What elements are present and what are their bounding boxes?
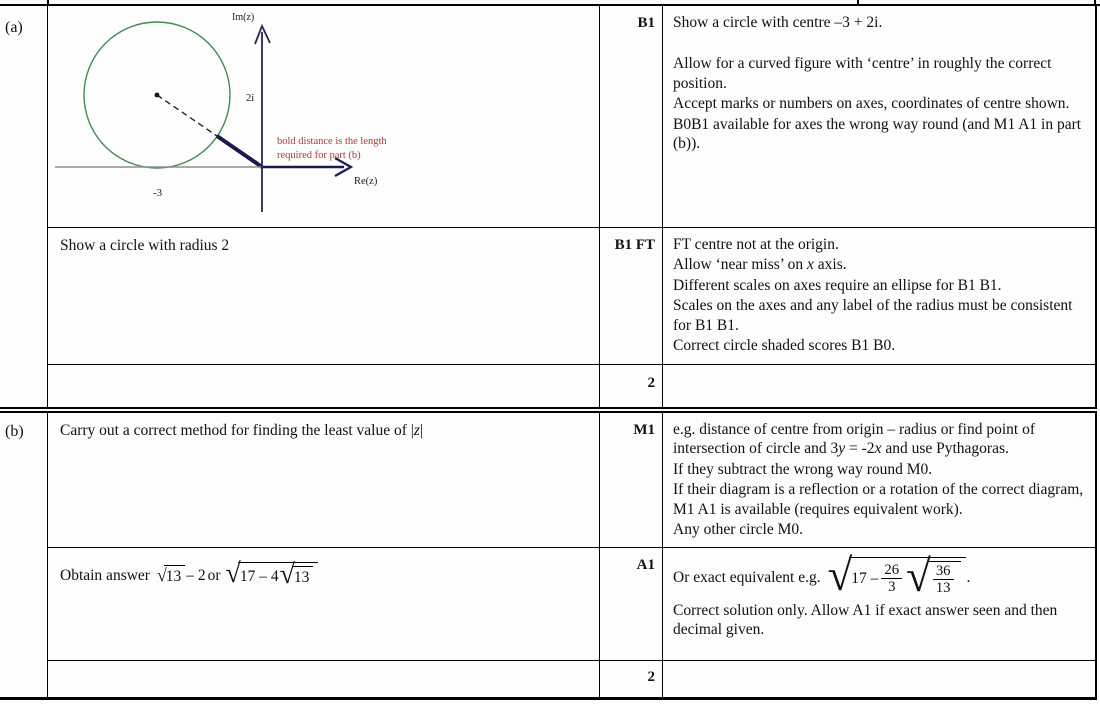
guidance-line: FT centre not at the origin. <box>673 236 839 253</box>
mark-cell-b1: B1 <box>600 6 663 228</box>
im-axis-label: Im(z) <box>232 12 255 23</box>
fraction-26-3 <box>881 562 902 595</box>
guidance-line: Allow for a curved figure with ‘centre’ in roughly the correct position. <box>673 55 1052 92</box>
guidance-cell-m1 <box>663 413 1095 548</box>
answer-text: Show a circle with radius 2 <box>60 237 230 254</box>
guidance-line <box>673 420 1085 459</box>
guidance-line <box>673 255 1085 274</box>
radical-sqrt17-4sqrt13 <box>225 558 319 590</box>
guidance-line: Any other circle M0. <box>673 520 803 538</box>
part-label-b: (b) <box>0 413 48 697</box>
mark-cell-b1ft: B1 FT <box>600 228 663 365</box>
guidance-text: Or exact equivalent e.g. <box>673 569 821 587</box>
guidance-cell-b1ft <box>663 228 1095 365</box>
border-tick <box>1094 0 1096 4</box>
sqrt-symbol: √ <box>225 558 241 589</box>
answer-text: Carry out a correct method for finding the least value of | <box>60 422 414 439</box>
math-variable-x: x <box>807 256 814 274</box>
diagram-note-line1: bold distance is the length <box>277 136 387 147</box>
answer-cell-result <box>48 548 600 661</box>
y-tick-2i: 2i <box>246 93 255 104</box>
guidance-text: Allow ‘near miss’ on <box>673 256 808 274</box>
nested-radical <box>906 550 960 601</box>
radius-dashed-line <box>157 95 217 136</box>
sqrt-symbol: √ <box>906 550 931 601</box>
guidance-line: Correct solution only. Allow A1 if exact answer seen and then decimal given. <box>673 602 1058 639</box>
denominator: 13 <box>935 580 951 597</box>
mark-cell-m1: M1 <box>600 413 663 548</box>
numerator: 36 <box>933 563 954 580</box>
nested-radical <box>279 559 314 590</box>
sqrt-symbol: √ <box>156 564 167 585</box>
guidance-line: Show a circle with centre –3 + 2i. <box>673 14 883 31</box>
guidance-formula <box>673 549 1085 601</box>
guidance-line: If their diagram is a reflection or a rotation of the correct diagram, M1 A1 is available (requires equivalent work). <box>673 481 1084 518</box>
argand-diagram <box>48 6 599 227</box>
math-variable-z: z <box>413 422 420 439</box>
denominator: 3 <box>888 579 896 596</box>
part-label-a: (a) <box>0 6 48 407</box>
radicand-text: 17 – 4 <box>239 567 279 585</box>
total-marks-cell-b: 2 <box>600 661 663 697</box>
radical-sqrt13 <box>157 565 185 586</box>
fraction-36-13 <box>933 563 954 596</box>
total-marks-cell-a: 2 <box>600 365 663 407</box>
guidance-text: = -2 <box>845 440 875 458</box>
guidance-line: Different scales on axes require an ellipse for B1 B1. <box>673 276 1002 294</box>
sqrt-symbol: √ <box>279 559 295 590</box>
radicand <box>928 561 961 596</box>
answer-cell-empty <box>48 365 600 407</box>
mark-cell-a1: A1 <box>600 548 663 661</box>
radicand: 13 <box>292 566 314 587</box>
guidance-line: B0B1 available for axes the wrong way round (and M1 A1 in part (b)). <box>673 115 1082 152</box>
mark-scheme-section-a <box>0 6 1097 407</box>
answer-cell-argand-diagram <box>48 6 600 228</box>
guidance-text: . <box>966 569 971 587</box>
answer-cell-empty <box>48 661 600 697</box>
math-variable-x: x <box>874 440 882 458</box>
answer-formula <box>60 558 589 590</box>
x-tick-minus3: -3 <box>153 187 163 199</box>
radical-exact-equivalent <box>827 549 966 601</box>
math-variable-y: y <box>838 440 846 458</box>
mark-scheme-section-b <box>0 413 1097 700</box>
paragraph-gap <box>673 33 1085 54</box>
border-tick <box>47 0 49 4</box>
guidance-cell-a1 <box>663 548 1095 661</box>
guidance-cell-b1 <box>663 6 1095 228</box>
guidance-text: and use Pythagoras. <box>881 440 1009 458</box>
guidance-line: Accept marks or numbers on axes, coordinates of centre shown. <box>673 95 1070 113</box>
guidance-text: e.g. distance of centre from origin – radius or find point of intersection of circle and 3 <box>673 421 1035 458</box>
answer-text: Obtain answer <box>60 566 150 584</box>
answer-text: or <box>207 566 221 584</box>
numerator: 26 <box>881 562 902 579</box>
guidance-line: If they subtract the wrong way round M0. <box>673 460 933 478</box>
sqrt-symbol: √ <box>827 549 853 600</box>
border-tick <box>857 0 859 4</box>
answer-cell-method <box>48 413 600 548</box>
diagram-note-line2: required for part (b) <box>277 150 361 161</box>
guidance-line: Scales on the axes and any label of the radius must be consistent for B1 B1. <box>673 297 1073 334</box>
guidance-line: Correct circle shaded scores B1 B0. <box>673 336 896 354</box>
answer-text: | <box>419 422 424 439</box>
answer-cell-radius <box>48 228 600 365</box>
guidance-text: axis. <box>813 256 847 274</box>
radicand-text: 17 – <box>851 570 879 588</box>
radicand <box>238 559 319 590</box>
radicand <box>849 550 965 601</box>
bold-distance-line <box>217 136 262 167</box>
guidance-cell-empty <box>663 365 1095 407</box>
re-axis-label: Re(z) <box>354 176 378 187</box>
guidance-cell-empty <box>663 661 1095 697</box>
radicand: 13 <box>164 565 186 586</box>
answer-text: – 2 <box>186 566 206 584</box>
